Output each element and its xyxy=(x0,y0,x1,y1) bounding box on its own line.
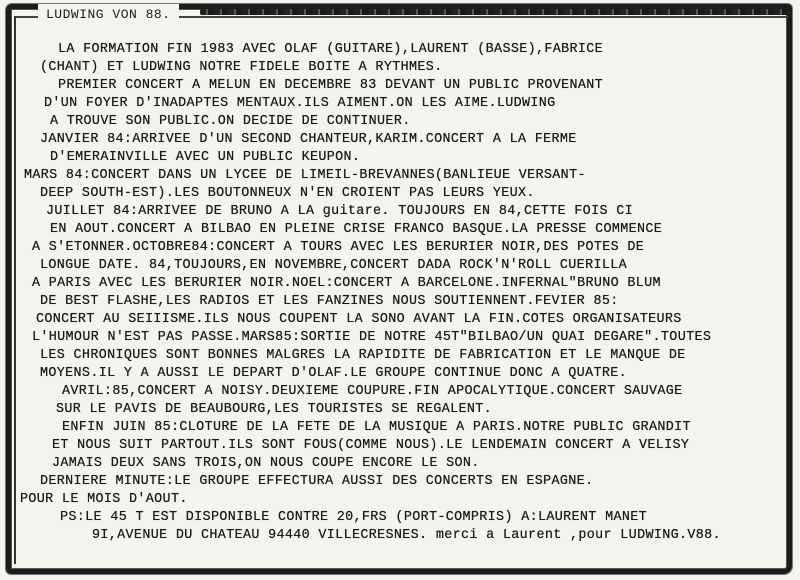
text-line: A TROUVE SON PUBLIC.ON DECIDE DE CONTINUER. xyxy=(50,114,411,129)
text-line: JUILLET 84:ARRIVEE DE BRUNO A LA guitare. TOUJOURS EN 84,CETTE FOIS CI xyxy=(46,204,633,219)
text-line: DEEP SOUTH-EST).LES BOUTONNEUX N'EN CROIENT PAS LEURS YEUX. xyxy=(40,186,535,201)
text-line: D'EMERAINVILLE AVEC UN PUBLIC KEUPON. xyxy=(50,150,361,165)
text-line: MOYENS.IL Y A AUSSI LE DEPART D'OLAF.LE GROUPE CONTINUE DONC A QUATRE. xyxy=(40,366,627,381)
document-title: LUDWING VON 88. xyxy=(38,4,179,26)
text-line: LONGUE DATE. 84,TOUJOURS,EN NOVEMBRE,CONCERT DADA ROCK'N'ROLL CUERILLA xyxy=(40,258,627,273)
text-line: LES CHRONIQUES SONT BONNES MALGRES LA RAPIDITE DE FABRICATION ET LE MANQUE DE xyxy=(40,348,686,363)
text-line: JAMAIS DEUX SANS TROIS,ON NOUS COUPE ENCORE LE SON. xyxy=(52,456,480,471)
text-line: CONCERT AU SEIIISME.ILS NOUS COUPENT LA SONO AVANT LA FIN.COTES ORGANISATEURS xyxy=(36,312,682,327)
text-line: A S'ETONNER.OCTOBRE84:CONCERT A TOURS AVEC LES BERURIER NOIR,DES POTES DE xyxy=(32,240,645,255)
text-line: L'HUMOUR N'EST PAS PASSE.MARS85:SORTIE DE NOTRE 45T"BILBAO/UN QUAI DEGARE".TOUTES xyxy=(32,330,712,345)
text-line: LA FORMATION FIN 1983 AVEC OLAF (GUITARE),LAURENT (BASSE),FABRICE xyxy=(58,42,604,57)
text-line: PS:LE 45 T EST DISPONIBLE CONTRE 20,FRS (PORT-COMPRIS) A:LAURENT MANET xyxy=(60,510,647,525)
text-line: (CHANT) ET LUDWING NOTRE FIDELE BOITE A RYTHMES. xyxy=(40,60,443,75)
text-line: 9I,AVENUE DU CHATEAU 94440 VILLECRESNES. merci a Laurent ,pour LUDWING.V88. xyxy=(92,528,721,543)
text-line: ENFIN JUIN 85:CLOTURE DE LA FETE DE LA MUSIQUE A PARIS.NOTRE PUBLIC GRANDIT xyxy=(62,420,691,435)
text-line: POUR LE MOIS D'AOUT. xyxy=(20,492,188,507)
text-line: JANVIER 84:ARRIVEE D'UN SECOND CHANTEUR,KARIM.CONCERT A LA FERME xyxy=(40,132,577,147)
text-line: PREMIER CONCERT A MELUN EN DECEMBRE 83 DEVANT UN PUBLIC PROVENANT xyxy=(58,78,604,93)
text-line: AVRIL:85,CONCERT A NOISY.DEUXIEME COUPURE.FIN APOCALYTIQUE.CONCERT SAUVAGE xyxy=(62,384,683,399)
text-line: MARS 84:CONCERT DANS UN LYCEE DE LIMEIL-BREVANNES(BANLIEUE VERSANT- xyxy=(24,168,586,183)
text-line: ET NOUS SUIT PARTOUT.ILS SONT FOUS(COMME NOUS).LE LENDEMAIN CONCERT A VELISY xyxy=(52,438,690,453)
text-line: A PARIS AVEC LES BERURIER NOIR.NOEL:CONCERT A BARCELONE.INFERNAL"BRUNO BLUM xyxy=(32,276,661,291)
text-line: DERNIERE MINUTE:LE GROUPE EFFECTURA AUSSI DES CONCERTS EN ESPAGNE. xyxy=(40,474,594,489)
text-line: D'UN FOYER D'INADAPTES MENTAUX.ILS AIMENT.ON LES AIME.LUDWING xyxy=(44,96,556,111)
text-line: EN AOUT.CONCERT A BILBAO EN PLEINE CRISE FRANCO BASQUE.LA PRESSE COMMENCE xyxy=(50,222,663,237)
text-line: SUR LE PAVIS DE BEAUBOURG,LES TOURISTES SE REGALENT. xyxy=(56,402,493,417)
text-line: DE BEST FLASHE,LES RADIOS ET LES FANZINES NOUS SOUTIENNENT.FEVIER 85: xyxy=(40,294,619,309)
